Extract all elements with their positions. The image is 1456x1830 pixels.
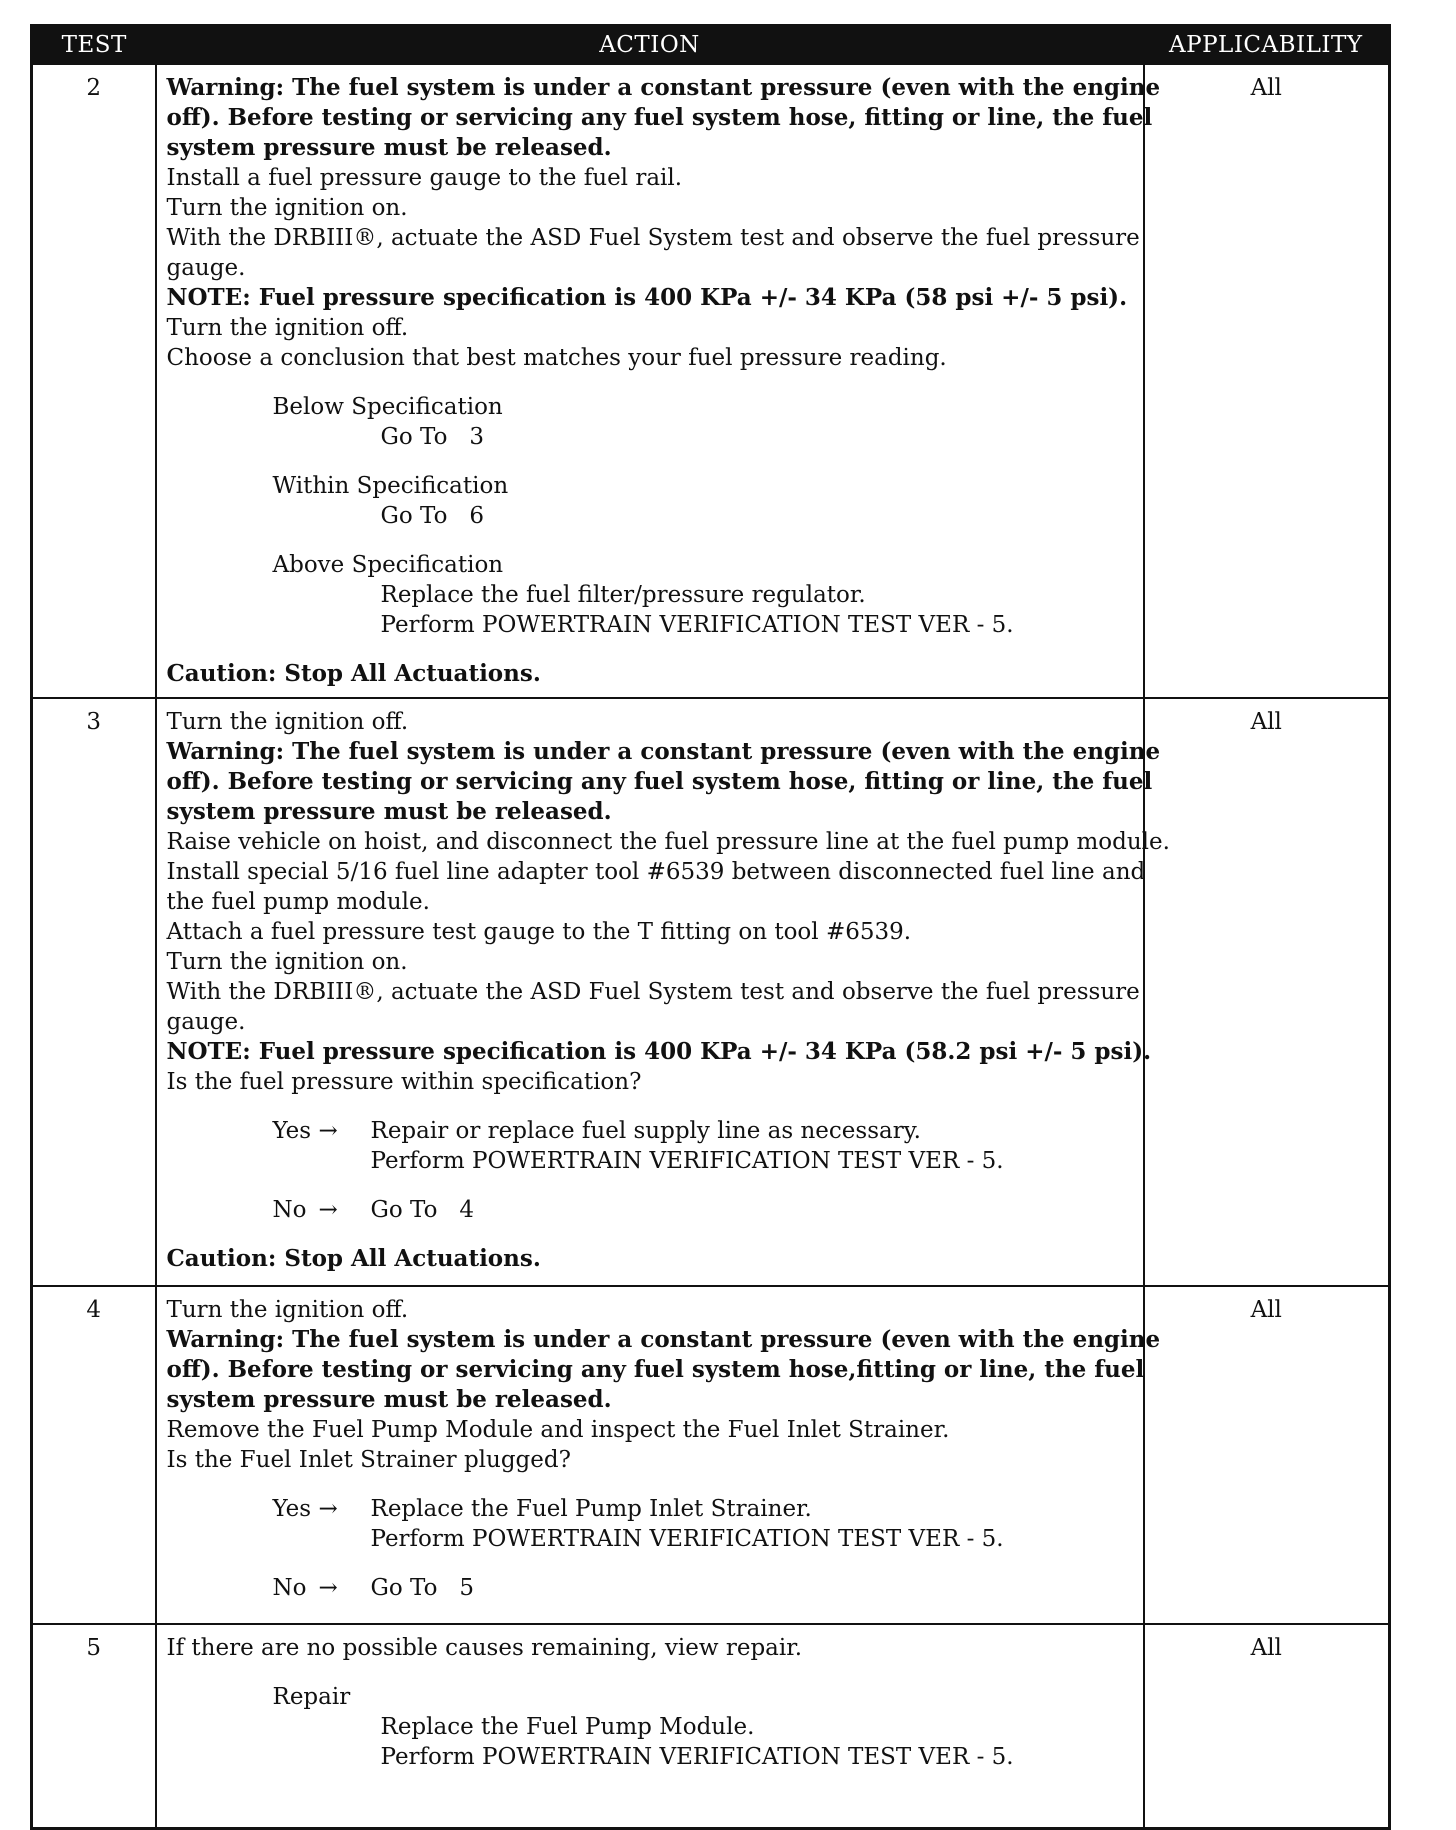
warning-line: off). Before testing or servicing any fuel system hose, fitting or line, the fuel [166, 768, 1153, 795]
repair-text: Perform POWERTRAIN VERIFICATION TEST VER - 5. [380, 1744, 1014, 1770]
repair-label: Repair [272, 1684, 351, 1710]
step-line: Attach a fuel pressure test gauge to the T fitting on tool #6539. [166, 919, 912, 945]
test-number: 5 [32, 1624, 156, 1829]
warning-line: system pressure must be released. [166, 1386, 612, 1413]
applicability-value: All [1144, 1624, 1390, 1829]
arrow-icon: → [318, 1118, 338, 1144]
step-line: gauge. [166, 1009, 246, 1035]
caution-line: Caution: Stop All Actuations. [166, 1245, 541, 1272]
step-line: With the DRBIII®, actuate the ASD Fuel System test and observe the fuel pressure [166, 225, 1140, 251]
option-label: Within Specification [272, 473, 509, 499]
step-line: Raise vehicle on hoist, and disconnect the fuel pressure line at the fuel pump module. [166, 829, 1170, 855]
step-line: Turn the ignition off. [166, 709, 409, 735]
option-label: Above Specification [272, 552, 504, 578]
action-cell [156, 698, 1170, 1286]
arrow-icon: → [318, 1197, 338, 1223]
table-row [32, 1624, 1390, 1829]
step-line: Install special 5/16 fuel line adapter tool #6539 between disconnected fuel line and [166, 859, 1146, 885]
step-line: Install a fuel pressure gauge to the fuel rail. [166, 165, 683, 191]
answer-key: No [272, 1197, 307, 1223]
header-applicability: APPLICABILITY [1144, 26, 1390, 65]
step-line: Remove the Fuel Pump Module and inspect the Fuel Inlet Strainer. [166, 1417, 950, 1443]
step-line: If there are no possible causes remaining, view repair. [166, 1635, 803, 1661]
answer-yes [273, 1116, 1137, 1146]
step-line: Choose a conclusion that best matches your fuel pressure reading. [166, 345, 947, 371]
header-test: TEST [32, 26, 156, 65]
step-line: Turn the ignition off. [166, 315, 409, 341]
note-line: NOTE: Fuel pressure specification is 400 KPa +/- 34 KPa (58.2 psi +/- 5 psi). [166, 1038, 1152, 1065]
answer-yes [273, 1494, 1137, 1524]
question-line: Is the Fuel Inlet Strainer plugged? [166, 1447, 571, 1473]
step-line: Turn the ignition on. [166, 195, 408, 221]
table-row [32, 64, 1390, 698]
table-header [32, 26, 1390, 65]
arrow-icon: → [318, 1496, 338, 1522]
test-number: 3 [32, 698, 156, 1286]
step-line: the fuel pump module. [166, 889, 430, 915]
warning-line: off). Before testing or servicing any fuel system hose,fitting or line, the fuel [166, 1356, 1145, 1383]
table-row [32, 1286, 1390, 1624]
answer-no [273, 1573, 1137, 1603]
note-line: NOTE: Fuel pressure specification is 400 KPa +/- 34 KPa (58 psi +/- 5 psi). [166, 284, 1128, 311]
answer-text: Go To 5 [370, 1575, 474, 1601]
caution-line: Caution: Stop All Actuations. [166, 660, 541, 687]
step-line: Turn the ignition off. [166, 1297, 409, 1323]
warning-line: Warning: The fuel system is under a constant pressure (even with the engine [166, 74, 1161, 101]
answer-text: Replace the Fuel Pump Inlet Strainer. [370, 1496, 812, 1522]
test-number: 2 [32, 64, 156, 698]
question-line: Is the fuel pressure within specification? [166, 1069, 642, 1095]
action-cell [156, 1286, 1161, 1624]
step-line: With the DRBIII®, actuate the ASD Fuel System test and observe the fuel pressure [166, 979, 1140, 1005]
test-number: 4 [32, 1286, 156, 1624]
warning-line: off). Before testing or servicing any fuel system hose, fitting or line, the fuel [166, 104, 1153, 131]
answer-key: No [272, 1575, 307, 1601]
option-result: Go To 6 [380, 503, 484, 529]
repair-text: Replace the Fuel Pump Module. [380, 1714, 755, 1740]
option-result: Perform POWERTRAIN VERIFICATION TEST VER - 5. [380, 612, 1014, 638]
warning-line: Warning: The fuel system is under a constant pressure (even with the engine [166, 1326, 1161, 1353]
action-cell [156, 64, 1161, 698]
option-result: Go To 3 [380, 424, 484, 450]
answer-text: Perform POWERTRAIN VERIFICATION TEST VER - 5. [370, 1526, 1004, 1552]
answer-text: Repair or replace fuel supply line as necessary. [370, 1118, 921, 1144]
step-line: gauge. [166, 255, 246, 281]
warning-line: system pressure must be released. [166, 134, 612, 161]
option-label: Below Specification [272, 394, 503, 420]
action-cell [156, 1624, 1144, 1829]
answer-key: Yes [272, 1118, 312, 1144]
applicability-value: All [1144, 1286, 1390, 1624]
header-action: ACTION [156, 26, 1144, 65]
applicability-value: All [1144, 64, 1390, 698]
warning-line: system pressure must be released. [166, 798, 612, 825]
step-line: Turn the ignition on. [166, 949, 408, 975]
arrow-icon: → [318, 1575, 338, 1601]
answer-key: Yes [272, 1496, 312, 1522]
warning-line: Warning: The fuel system is under a constant pressure (even with the engine [166, 738, 1161, 765]
answer-no [273, 1195, 1137, 1225]
answer-text: Perform POWERTRAIN VERIFICATION TEST VER - 5. [370, 1148, 1004, 1174]
option-result: Replace the fuel filter/pressure regulator. [380, 582, 866, 608]
table-row [32, 698, 1390, 1286]
applicability-value: All [1144, 698, 1390, 1286]
diagnostic-table [30, 24, 1391, 1830]
answer-text: Go To 4 [370, 1197, 474, 1223]
